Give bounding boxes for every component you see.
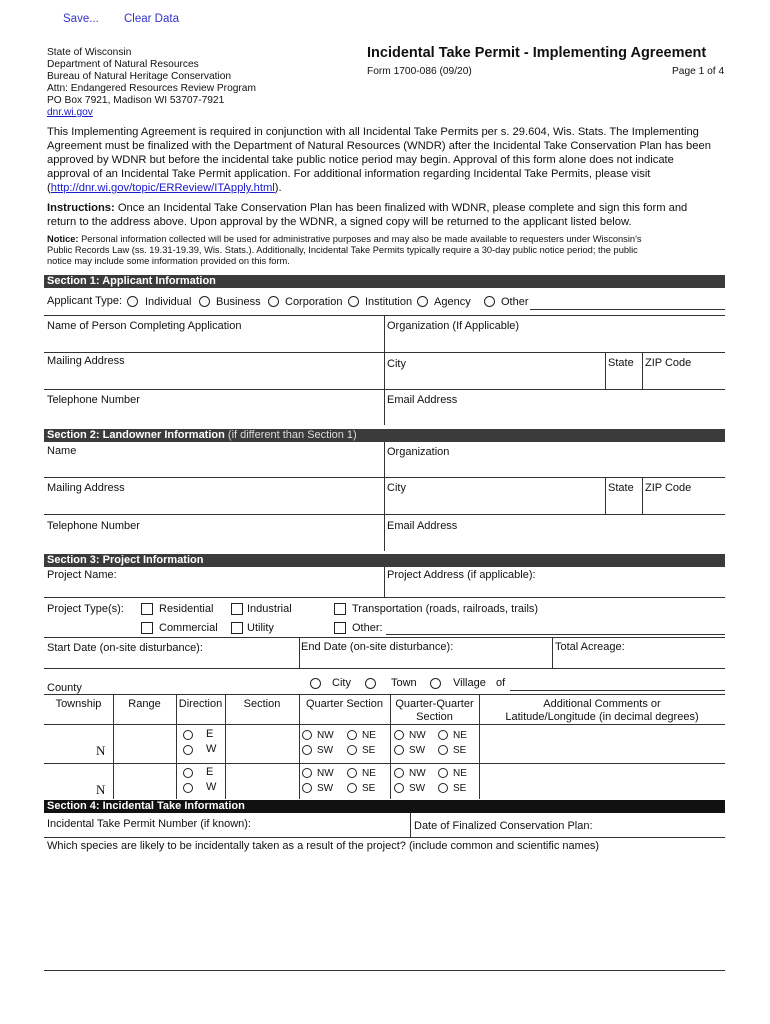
zip-field[interactable]: ZIP Code [645,357,692,369]
option-label: E [206,766,214,778]
finalized-date-field[interactable]: Date of Finalized Conservation Plan: [414,820,593,832]
divider [384,567,385,597]
township-n: N [96,743,106,758]
end-date-field[interactable]: End Date (on-site disturbance): [301,641,454,653]
divider [44,763,725,764]
option-label: Utility [247,622,274,634]
radio-quarter-ne[interactable] [347,730,357,740]
municipality-input-line[interactable] [510,690,725,691]
divider [44,837,725,838]
option-label: Village [453,677,486,689]
divider [44,637,725,638]
section4-header: Section 4: Incidental Take Information [44,800,725,813]
agency-address [47,47,256,119]
divider [299,637,300,668]
divider [44,694,725,695]
radio-quarter-se[interactable] [347,783,357,793]
option-label: Business [216,296,261,308]
option-label: Other: [352,622,383,634]
paren: ). [274,182,282,194]
section1-header: Section 1: Applicant Information [44,275,725,288]
divider [44,352,725,353]
divider [44,514,725,515]
radio-village[interactable] [430,678,441,689]
divider [44,477,725,478]
divider [605,352,606,389]
landowner-organization-field[interactable]: Organization [387,446,450,458]
option-label: NW [317,768,334,779]
option-label: SE [362,745,376,756]
radio-institution[interactable] [348,296,359,307]
radio-corporation[interactable] [268,296,279,307]
clear-data-button[interactable]: Clear Data [124,13,179,25]
divider [642,477,643,514]
checkbox-residential[interactable] [141,603,153,615]
divider [410,813,411,837]
radio-business[interactable] [199,296,210,307]
notice [47,234,737,267]
agency-line: Bureau of Natural Heritage Conservation [47,71,232,82]
township-n: N [96,782,106,797]
name-person-field[interactable]: Name of Person Completing Application [47,320,242,332]
intro-line: approved by WDNR but before the incidental take public notice period may begin. Approval of this form alone does not indicate [47,154,674,166]
radio-quarter-nw[interactable] [302,730,312,740]
option-label: W [206,781,217,793]
option-label: NE [453,768,467,779]
checkbox-industrial[interactable] [231,603,243,615]
option-label: NW [317,730,334,741]
option-label: NE [362,768,376,779]
radio-qq-ne[interactable] [438,768,448,778]
agency-line: PO Box 7921, Madison WI 53707-7921 [47,95,225,106]
col-township: Township [55,698,102,710]
option-label: Residential [159,603,214,615]
option-label: NW [409,768,426,779]
form-number: Form 1700-086 (09/20) [367,66,472,77]
radio-other[interactable] [484,296,495,307]
radio-individual[interactable] [127,296,138,307]
notice-text: Public Records Law (ss. 19.31-19.39, Wis. Stats.). Additionally, Incidental Take Permits typically require a 30-day public notice period; the public [47,245,638,255]
landowner-state-field[interactable]: State [608,482,634,494]
other-project-input-line[interactable] [386,634,725,635]
dnr-link[interactable]: dnr.wi.gov [47,107,93,118]
permit-number-field[interactable]: Incidental Take Permit Number (if known): [47,818,251,830]
instructions-text: return to the address above. Upon approval by the WDNR, a signed copy will be returned to the applicant listed below. [47,216,632,228]
agency-line: Department of Natural Resources [47,59,199,70]
option-label: Other [501,296,529,308]
radio-town[interactable] [365,678,376,689]
project-types-label: Project Type(s): [47,603,124,615]
radio-quarter-sw[interactable] [302,745,312,755]
radio-qq-ne[interactable] [438,730,448,740]
agency-line: Attn: Endangered Resources Review Program [47,83,256,94]
email-field[interactable]: Email Address [387,394,458,406]
col-qq-section: Section [416,711,453,723]
option-label: SE [453,783,467,794]
instructions-text: Once an Incidental Take Conservation Plan has been finalized with WDNR, please complete and sign this form and [114,202,688,214]
option-label: SW [317,745,334,756]
intro-line: This Implementing Agreement is required in conjunction with all Incidental Take Permits per s. 29.604, Wis. Stats. The Implementing [47,126,699,138]
section2-title: Section 2: Landowner Information [47,429,225,441]
radio-quarter-se[interactable] [347,745,357,755]
mailing-address-field[interactable]: Mailing Address [47,355,125,367]
divider [44,597,725,598]
landowner-mailing-field[interactable]: Mailing Address [47,482,125,494]
option-label: Individual [145,296,192,308]
option-label: Institution [365,296,413,308]
section2-header [44,429,725,442]
divider [44,668,725,669]
telephone-field[interactable]: Telephone Number [47,394,140,406]
county-field[interactable]: County [47,682,82,694]
radio-direction-e[interactable] [183,730,193,740]
landowner-telephone-field[interactable]: Telephone Number [47,520,140,532]
col-range: Range [128,698,161,710]
landowner-city-field[interactable]: City [387,482,406,494]
checkbox-other[interactable] [334,622,346,634]
divider [552,637,553,668]
other-input-line[interactable] [530,309,725,310]
total-acreage-field[interactable]: Total Acreage: [555,641,625,653]
notice-text: notice may include some information provided on this form. [47,256,290,266]
divider [44,970,725,971]
option-label: NE [362,730,376,741]
state-field[interactable]: State [608,357,634,369]
radio-city[interactable] [310,678,321,689]
divider [384,315,385,425]
section2-subtitle: (if different than Section 1) [224,429,357,441]
option-label: SW [317,783,334,794]
option-label: W [206,743,217,755]
itapply-link[interactable]: http://dnr.wi.gov/topic/ERReview/ITApply.html [50,182,275,194]
agency-line: State of Wisconsin [47,47,132,58]
of-label: of [496,677,506,689]
city-field[interactable]: City [387,358,406,370]
checkbox-commercial[interactable] [141,622,153,634]
start-date-field[interactable]: Start Date (on-site disturbance): [47,642,203,654]
checkbox-utility[interactable] [231,622,243,634]
save-button[interactable]: Save... [63,13,99,25]
radio-agency[interactable] [417,296,428,307]
divider [44,724,725,725]
project-name-field[interactable]: Project Name: [47,569,117,581]
instructions-label: Instructions: [47,202,115,214]
radio-quarter-nw[interactable] [302,768,312,778]
col-quarter-section: Quarter Section [305,698,384,710]
divider [605,477,606,514]
col-direction: Direction [178,698,223,710]
organization-field[interactable]: Organization (If Applicable) [387,320,520,332]
col-comments: Additional Comments or [543,698,661,710]
option-label: SE [362,783,376,794]
radio-direction-w[interactable] [183,745,193,755]
landowner-name-field[interactable]: Name [47,445,77,457]
option-label: Agency [434,296,471,308]
option-label: Industrial [247,603,292,615]
radio-qq-sw[interactable] [394,783,404,793]
option-label: NW [409,730,426,741]
landowner-zip-field[interactable]: ZIP Code [645,482,692,494]
applicant-type-label: Applicant Type: [47,295,123,307]
option-label: E [206,728,214,740]
section3-header: Section 3: Project Information [44,554,725,567]
option-label: Town [391,677,417,689]
option-label: NE [453,730,467,741]
intro-paragraph [47,125,737,195]
col-qq-section: Quarter-Quarter [395,698,474,710]
checkbox-transportation[interactable] [334,603,346,615]
option-label: Transportation (roads, railroads, trails) [352,603,539,615]
notice-label: Notice: [47,234,79,244]
intro-line: approval of an Incidental Take Permit application. For additional information regarding Incidental Take Permits, please visit [47,168,651,180]
species-question: Which species are likely to be incidentally taken as a result of the project? (include common and scientific names) [47,840,600,852]
instructions [47,201,737,229]
radio-direction-w[interactable] [183,783,193,793]
radio-qq-se[interactable] [438,745,448,755]
option-label: Commercial [159,622,218,634]
divider [384,442,385,551]
radio-qq-sw[interactable] [394,745,404,755]
divider [44,389,725,390]
col-comments: Latitude/Longitude (in decimal degrees) [505,711,699,723]
page-title: Incidental Take Permit - Implementing Agreement [367,45,707,61]
intro-line: Agreement must be finalized with the Department of Natural Resources (WNDR) after the Incidental Take Conservation Plan has been [47,140,711,152]
radio-quarter-sw[interactable] [302,783,312,793]
divider [642,352,643,389]
project-address-field[interactable]: Project Address (if applicable): [387,569,536,581]
radio-quarter-ne[interactable] [347,768,357,778]
option-label: City [332,677,351,689]
radio-qq-nw[interactable] [394,730,404,740]
radio-qq-nw[interactable] [394,768,404,778]
page-number: Page 1 of 4 [672,66,725,77]
option-label: SW [409,745,426,756]
option-label: SW [409,783,426,794]
option-label: SE [453,745,467,756]
radio-direction-e[interactable] [183,768,193,778]
option-label: Corporation [285,296,343,308]
landowner-email-field[interactable]: Email Address [387,520,458,532]
radio-qq-se[interactable] [438,783,448,793]
paren: ( [47,182,51,194]
col-section: Section [243,698,281,710]
species-textarea[interactable] [44,855,725,970]
notice-text: Personal information collected will be used for administrative purposes and may also be made available to requesters under Wisconsin's [78,234,642,244]
